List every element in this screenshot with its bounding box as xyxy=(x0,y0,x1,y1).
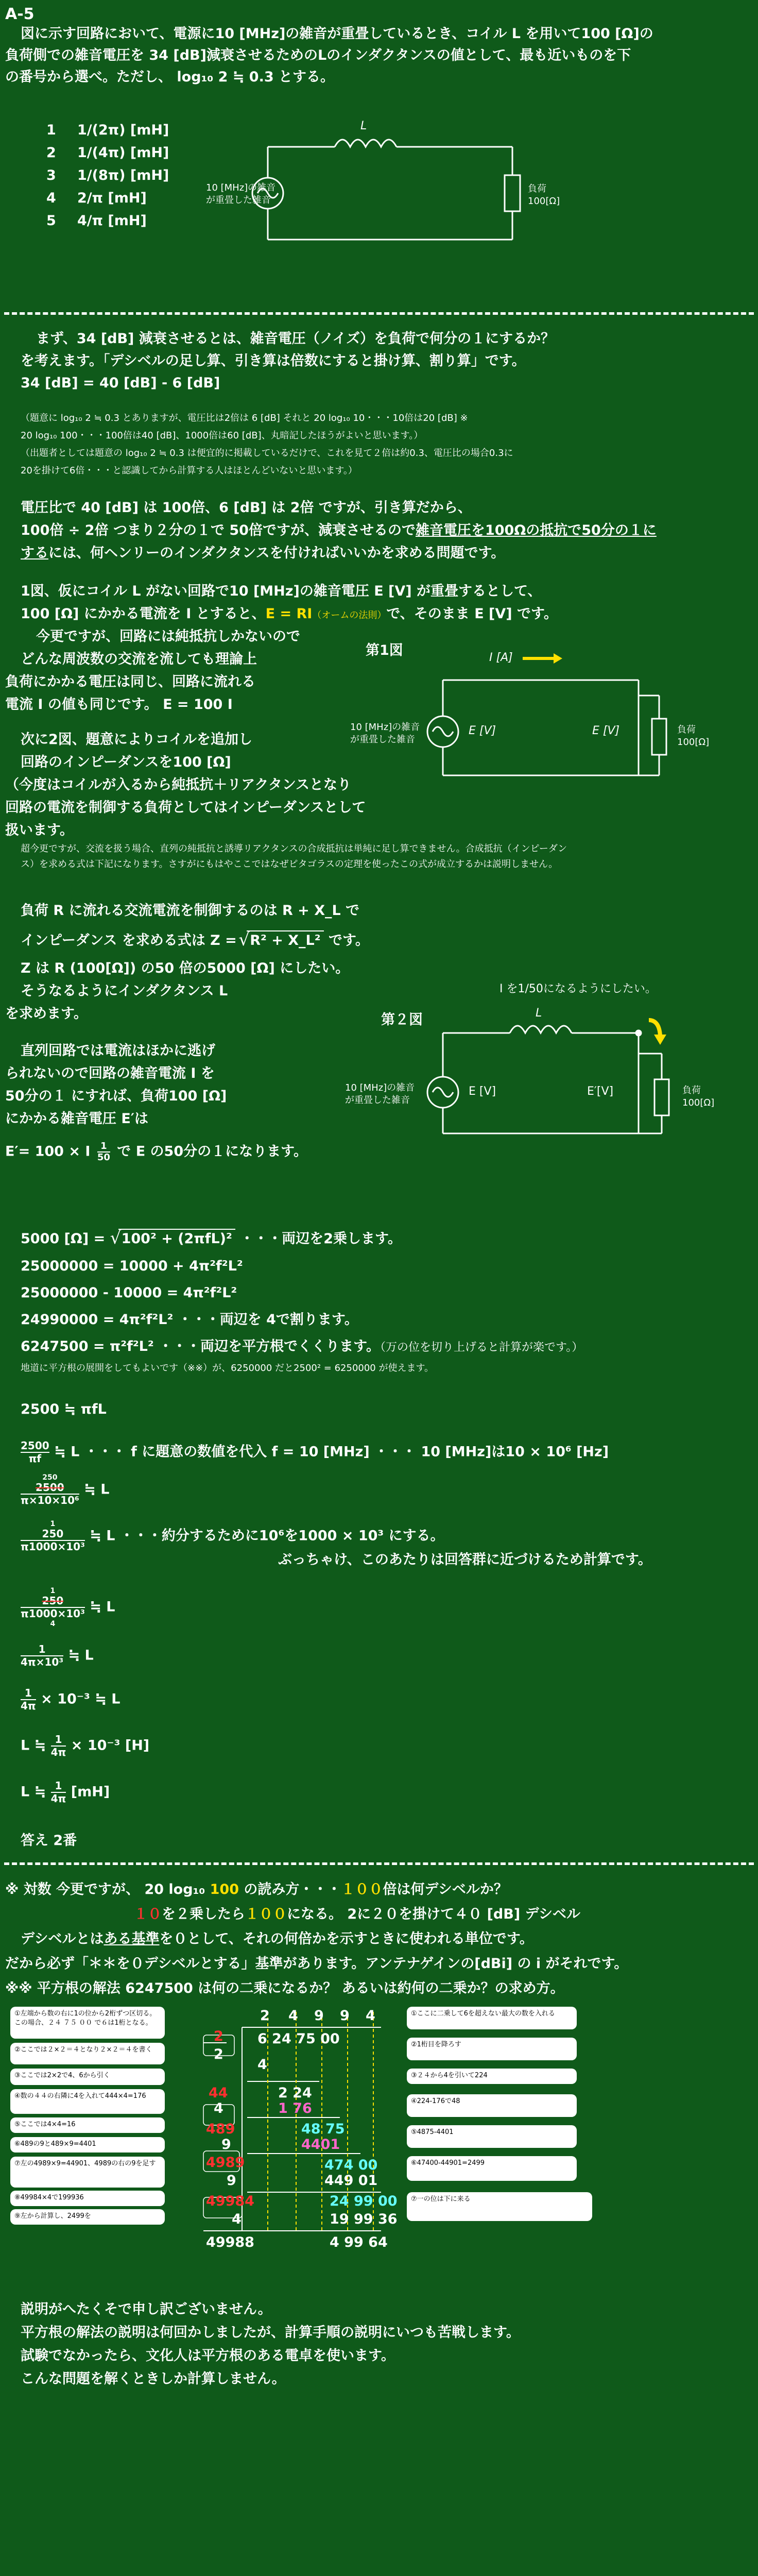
left-col-11: 49988 xyxy=(206,2234,254,2250)
option-4-num: 4 xyxy=(46,190,56,206)
root-digit-2: 4 xyxy=(288,2008,298,2024)
fraction-num: 1 xyxy=(97,1141,110,1153)
calc14-den: 4π xyxy=(21,1700,36,1712)
calc16-num: 1 xyxy=(51,1780,66,1793)
callout-left-3: ③ここでは2×2で4、6から引く xyxy=(10,2069,165,2085)
calc-line15 xyxy=(21,1734,149,1758)
sec3-line4: どんな周波数の交流を流しても理論上 xyxy=(21,651,257,667)
note-line1 xyxy=(5,1880,508,1899)
work-row-11: 4 99 64 xyxy=(330,2234,388,2250)
calc16-den: 4π xyxy=(50,1792,66,1805)
note1-c: の読み方・・・ xyxy=(244,1882,341,1897)
sec3-line2-a: 100 [Ω] にかかる電流を I とすると、 xyxy=(21,606,266,622)
calc9-text: ≒ L xyxy=(84,1481,110,1498)
sec1-line3: 34 [dB] = 40 [dB] - 6 [dB] xyxy=(21,375,220,391)
sec2-line1: 電圧比で 40 [dB] は 100倍、6 [dB] は 2倍 ですが、引き算だから、 xyxy=(21,500,472,516)
left-col-3: 44 xyxy=(209,2085,228,2101)
circuit-diagram-fig1 xyxy=(350,639,752,793)
calc15-a: L ≒ xyxy=(21,1737,46,1754)
sec3-line5: 負荷にかかる電圧は同じ、回路に流れる xyxy=(5,674,255,690)
fig2-note: I を1/50になるようにしたい。 xyxy=(499,982,657,995)
sec3-line2 xyxy=(21,605,558,623)
sec4-line8: 50分の１ にすれば、負荷100 [Ω] xyxy=(5,1088,227,1104)
calc8-num: 2500 xyxy=(21,1439,49,1452)
problem-text-line2: 負荷側での雑音電圧を 34 [dB]減衰させるためのLのインダクタンスの値として、最も近いものを下 xyxy=(5,47,631,63)
calc8-den: πf xyxy=(28,1452,42,1465)
calc-line16 xyxy=(21,1780,110,1805)
note3-a: デシベルとは xyxy=(21,1931,104,1947)
calc-line13 xyxy=(21,1643,94,1668)
work-row-8: 449 01 xyxy=(324,2173,378,2189)
calc-line10 xyxy=(21,1520,444,1553)
sec4-line6: 直列回路では電流はほかに逃げ xyxy=(21,1043,215,1059)
option-3-value: 1/(8π) [mH] xyxy=(77,167,169,183)
calc9-cancel: 250 xyxy=(42,1473,58,1482)
root-digit-4: 9 xyxy=(340,2008,350,2024)
e-prime-suffix: で E の50分の１になります。 xyxy=(117,1143,307,1160)
calc-line7: 2500 ≒ πfL xyxy=(21,1401,107,1417)
sec3-note1: 超今更ですが、交流を扱う場合、直列の純抵抗と誘導リアクタンスの合成抵抗は単純に足し算できません。合成抵抗（インピーダン xyxy=(21,843,567,854)
fig2-inductor: L xyxy=(536,1007,542,1020)
calc12-cancel-bottom: 4 xyxy=(50,1620,56,1629)
divider xyxy=(4,312,754,315)
calc9-den: π×10×10⁶ xyxy=(21,1494,79,1507)
note1-a: ※ 対数 今更ですが、 20 log₁₀ xyxy=(5,1882,205,1897)
calc10-text: ≒ L ・・・約分するために10⁶を1000 × 10³ にする。 xyxy=(90,1528,444,1544)
calc-line3: 25000000 - 10000 = 4π²f²L² xyxy=(21,1285,237,1301)
option-2-value: 1/(4π) [mH] xyxy=(77,145,169,161)
callout-right-3: ③２４から4を引いて224 xyxy=(407,2069,577,2084)
note-line3 xyxy=(21,1930,533,1948)
sec2-line3-b: には、何ヘンリーのインダクタンスを付ければいいかを求める問題です。 xyxy=(48,545,505,561)
work-row-10: 19 99 36 xyxy=(330,2211,398,2227)
sec1-line1: まず、34 [dB] 減衰させるとは、雑音電圧（ノイズ）を負荷で何分の１にするか？ xyxy=(36,331,555,347)
note1-e: 倍は何デシベルか？ xyxy=(383,1882,508,1897)
calc1-c: ・・・両辺を2乗します。 xyxy=(240,1231,402,1247)
fraction-den: 50 xyxy=(97,1151,110,1163)
fig1-source-label: 10 [MHz]の雑音 が重畳した雑音 xyxy=(350,722,420,745)
left-col-2: 2 xyxy=(214,2046,223,2062)
calc9-num: 2500 xyxy=(21,1482,79,1495)
calc16-frac xyxy=(51,1780,66,1805)
impedance-sqrt-content: R² + X_L² xyxy=(250,933,321,948)
work-row-1: 6 24 75 00 xyxy=(257,2031,340,2047)
root-digit-3: 9 xyxy=(314,2008,324,2024)
sec2-line2-b: 雑音電圧を100Ωの抵抗で50分の１に xyxy=(415,522,657,538)
sec1-note1: （題意に log₁₀ 2 ≒ 0.3 とありますが、電圧比は2倍は 6 [dB] それと 20 log₁₀ 10・・・10倍は20 [dB] ※ xyxy=(21,413,468,423)
note2-a: １０ xyxy=(134,1906,162,1922)
calc13-den: 4π×10³ xyxy=(21,1656,64,1668)
sec2-line3 xyxy=(21,544,505,563)
work-row-5: 48 75 xyxy=(301,2121,345,2137)
left-col-4: 4 xyxy=(214,2100,223,2116)
left-col-1: 2 xyxy=(214,2028,223,2044)
impedance-formula-prefix: インピーダンス を求める式は Z = xyxy=(21,933,237,948)
option-5-num: 5 xyxy=(46,213,56,229)
sec4-line7: られないので回路の雑音電流 I を xyxy=(5,1065,215,1081)
note-line5: ※※ 平方根の解法 6247500 は何の二乗になるか？ あるいは約何の二乗か？の求め方。 xyxy=(5,1980,564,1996)
calc15-d: × 10⁻³ [H] xyxy=(71,1737,150,1754)
callout-right-5: ⑤4875-4401 xyxy=(407,2125,577,2148)
note2-d: になる。 2に２０を掛けて４０ [dB] デシベル xyxy=(287,1906,581,1922)
callout-left-7: ⑦左の4989×9=44901、4989の右の9を足す xyxy=(10,2157,165,2188)
sec1-note4: 20を掛けて6倍・・・と認識してから計算する人はほとんどいないと思います。） xyxy=(21,465,357,476)
option-1-value: 1/(2π) [mH] xyxy=(77,122,169,138)
callout-left-2: ②ここでは２×２＝４となり２×２＝４を書く xyxy=(10,2043,165,2064)
work-row-9: 24 99 00 xyxy=(330,2193,398,2209)
fig2-load-label: 負荷 100[Ω] xyxy=(682,1085,715,1109)
sec4-line2 xyxy=(21,930,369,950)
calc-line9 xyxy=(21,1473,109,1506)
calc-line4: 24990000 = 4π²f²L² ・・・両辺を 4で割ります。 xyxy=(21,1312,358,1328)
sec4-line1: 負荷 R に流れる交流電流を制御するのは R + X_L で xyxy=(21,903,360,919)
calc1-sqrt-sign: √ xyxy=(110,1228,122,1248)
calc13-num: 1 xyxy=(21,1643,63,1656)
sec4-line4: そうなるようにインダクタンス L xyxy=(21,983,228,999)
option-3-num: 3 xyxy=(46,167,56,183)
calc13-text: ≒ L xyxy=(68,1647,94,1664)
calc12-text: ≒ L xyxy=(90,1599,115,1615)
inductor-label: L xyxy=(360,120,367,132)
sqrt-diagram xyxy=(0,2004,758,2272)
calc16-a: L ≒ xyxy=(21,1784,46,1800)
option-5-value: 4/π [mH] xyxy=(77,213,147,229)
calc-line14 xyxy=(21,1687,120,1712)
calc-line5 xyxy=(21,1337,583,1356)
fig1-e-right: E [V] xyxy=(592,724,620,737)
calc15-den: 4π xyxy=(50,1746,66,1758)
e-prime-formula: E′= 100 × I xyxy=(5,1143,91,1160)
calc1-a: 5000 [Ω] = xyxy=(21,1231,106,1247)
work-row-3: 2 24 xyxy=(278,2085,312,2101)
work-row-4: 1 76 xyxy=(278,2100,312,2116)
calc14-num: 1 xyxy=(21,1687,36,1700)
sec1-line2: を考えます。「デシベルの足し算、引き算は倍数にすると掛け算、割り算」です。 xyxy=(21,353,526,369)
calc1-b: 100² + (2πfL)² xyxy=(121,1231,232,1247)
divider xyxy=(4,1862,754,1865)
note-line4: だから必ず「＊＊を０デシベルとする」基準があります。アンテナゲインの[dBi] の i がそれです。 xyxy=(5,1956,628,1972)
calc8-text: ≒ L ・・・ f に題意の数値を代入 f = 10 [MHz] ・・・ 10 [MHz]は10 × 10⁶ [Hz] xyxy=(54,1444,609,1460)
sec2-line2-a: 100倍 ÷ 2倍 つまり２分の１で 50倍ですが、減衰させるので xyxy=(21,522,416,538)
calc12-den: π1000×10³ xyxy=(21,1607,85,1620)
calc15-frac xyxy=(51,1734,66,1758)
calc10-frac xyxy=(21,1520,85,1553)
calc-line6: 地道に平方根の展開をしてもよいです（※※）が、6250000 だと2500² = 6250000 が使えます。 xyxy=(21,1363,434,1374)
fig2-title: 第２図 xyxy=(381,1012,423,1028)
calc12-cancel-top: 1 xyxy=(50,1587,56,1595)
sec3-line10: 回路の電流を制御する負荷としてはインピーダンスとして xyxy=(5,800,366,816)
callout-right-7: ⑦一の位は下に来る xyxy=(407,2192,592,2221)
sec1-note3: （出題者としては題意の log₁₀ 2 ≒ 0.3 は便宜的に掲載しているだけで、これを見て２倍は約0.3、電圧比の場合0.3に xyxy=(21,448,513,459)
footer-line2: 平方根の解法の説明は何回かしましたが、計算手順の説明にいつも苦戦します。 xyxy=(21,2325,520,2341)
calc1-sqrt xyxy=(110,1228,235,1248)
sec4-line3: Z は R (100[Ω]) の50 倍の5000 [Ω] にしたい。 xyxy=(21,960,350,976)
fig2-e-right: E′[V] xyxy=(587,1085,614,1098)
sec3-line1: 1図、仮にコイル L がない回路で10 [MHz]の雑音電圧 E [V] が重畳するとして、 xyxy=(21,583,542,599)
ohm-law-note: （オームの法則） xyxy=(312,610,387,621)
calc10-den: π1000×10³ xyxy=(21,1540,85,1553)
sec1-note2: 20 log₁₀ 100・・・100倍は40 [dB]、1000倍は60 [dB]、丸暗記したほうがよいと思います。） xyxy=(21,430,423,441)
left-col-5: 489 xyxy=(206,2121,235,2137)
callout-left-8: ⑧49984×4で199936 xyxy=(10,2191,165,2206)
fig2-source-label: 10 [MHz]の雑音 が重畳した雑音 xyxy=(345,1082,415,1106)
calc-line12 xyxy=(21,1587,115,1628)
option-1-num: 1 xyxy=(46,122,56,138)
fig1-load-label: 負荷 100[Ω] xyxy=(677,724,710,748)
problem-id: A-5 xyxy=(5,5,35,23)
calc9-frac xyxy=(21,1473,79,1506)
left-col-10: 4 xyxy=(232,2211,242,2227)
calc12-frac xyxy=(21,1587,85,1628)
fig1-title: 第1図 xyxy=(366,642,403,658)
work-row-6: 4401 xyxy=(301,2137,340,2153)
calc16-d: [mH] xyxy=(71,1784,110,1800)
calc10-num: 250 xyxy=(21,1528,85,1541)
fig1-current-label: I [A] xyxy=(489,651,513,664)
calc15-num: 1 xyxy=(51,1734,66,1747)
sec4-line5: を求めます。 xyxy=(5,1006,88,1022)
note2-c: １００ xyxy=(245,1906,287,1922)
impedance-formula-suffix: です。 xyxy=(328,933,369,948)
sec3-line3: 今更ですが、回路には純抵抗しかないので xyxy=(36,629,300,645)
sec3-line7: 次に2図、題意によりコイルを追加し xyxy=(21,732,252,748)
calc14-frac xyxy=(21,1687,36,1712)
calc14-text: × 10⁻³ ≒ L xyxy=(41,1691,120,1707)
callout-right-4: ④224-176で48 xyxy=(407,2094,577,2117)
callout-right-1: ①ここに二乗して6を超えない最大の数を入れる xyxy=(407,2007,577,2029)
callout-right-2: ②1桁目を降ろす xyxy=(407,2038,577,2060)
callout-left-6: ⑥489の9と489×9=4401 xyxy=(10,2137,165,2153)
callout-left-5: ⑤ここでは4×4=16 xyxy=(10,2117,165,2133)
fraction-1-50 xyxy=(97,1141,110,1163)
current-arrow xyxy=(649,1020,660,1036)
sec2-line3-a: する xyxy=(21,545,48,561)
ohm-law-formula: E = RI xyxy=(265,606,313,622)
answer: 答え 2番 xyxy=(21,1833,77,1849)
circuit-diagram-problem xyxy=(206,116,560,255)
root-digit-1: 2 xyxy=(260,2008,270,2024)
impedance-sqrt xyxy=(238,929,323,950)
footer-line1: 説明がへたくそで申し訳ございません。 xyxy=(21,2301,272,2317)
calc8-frac xyxy=(21,1440,49,1465)
calc5-a: 6247500 = π²f²L² ・・・両辺を平方根でくくります。 xyxy=(21,1338,380,1354)
calc12-num: 250 xyxy=(21,1595,85,1608)
calc-line11: ぶっちゃけ、このあたりは回答群に近づけるため計算です。 xyxy=(278,1552,652,1568)
footer-line3: 試験でなかったら、文化人は平方根のある電卓を使います。 xyxy=(21,2348,395,2364)
footer-line4: こんな問題を解くときしか計算しません。 xyxy=(21,2371,286,2387)
note3-b: ある基準 xyxy=(104,1931,160,1947)
option-2-num: 2 xyxy=(46,145,56,161)
sec3-line9: （今度はコイルが入るから純抵抗＋リアクタンスとなり xyxy=(5,777,352,793)
left-col-6: 9 xyxy=(221,2137,231,2153)
callout-right-6: ⑥47400-44901=2499 xyxy=(407,2156,577,2181)
note-line2 xyxy=(134,1905,580,1924)
left-col-7: 4989 xyxy=(206,2155,245,2171)
calc-line8 xyxy=(21,1440,609,1465)
fig2-e-left: E [V] xyxy=(469,1085,496,1098)
left-col-9: 49984 xyxy=(206,2193,254,2209)
root-digit-5: 4 xyxy=(366,2008,375,2024)
problem-text-line1: 図に示す回路において、電源に10 [MHz]の雑音が重畳しているとき、コイル L を用いて100 [Ω]の xyxy=(21,26,653,42)
sec3-line2-d: で、そのまま E [V] です。 xyxy=(386,606,558,622)
calc10-cancel: 1 xyxy=(50,1520,56,1528)
note1-d: １００ xyxy=(341,1882,383,1897)
fig1-e-left: E [V] xyxy=(469,724,496,737)
calc5-b: （万の位を切り上げると計算が楽です。） xyxy=(380,1341,583,1354)
calc-line1 xyxy=(21,1229,402,1248)
callout-left-9: ⑨左から計算し、2499を xyxy=(10,2209,165,2225)
sec4-line10 xyxy=(5,1141,307,1163)
source-label: 10 [MHz]の雑音 が重畳した雑音 xyxy=(206,182,276,206)
calc13-frac xyxy=(21,1643,63,1668)
left-col-8: 9 xyxy=(227,2173,236,2189)
sec3-line6: 電流 I の値も同じです。 E = 100 I xyxy=(5,697,233,713)
circuit-diagram-fig2 xyxy=(330,979,752,1149)
sec4-line9: にかかる雑音電圧 E′は xyxy=(5,1111,148,1127)
work-row-7: 474 00 xyxy=(324,2157,378,2173)
problem-text-line3: の番号から選べ。ただし、 log₁₀ 2 ≒ 0.3 とする。 xyxy=(5,69,335,85)
sqrt-sign: √ xyxy=(238,929,250,950)
option-4-value: 2/π [mH] xyxy=(77,190,147,206)
calc-line2: 25000000 = 10000 + 4π²f²L² xyxy=(21,1258,243,1274)
sec3-line8: 回路のインピーダンスを100 [Ω] xyxy=(21,754,231,770)
sec3-note2: ス）を求める式は下記になります。さすがにもはやここではなぜピタゴラスの定理を使ったこの式が成立するかは説明しません。 xyxy=(21,859,558,870)
load-label: 負荷 100[Ω] xyxy=(528,183,560,207)
sec2-line2 xyxy=(21,521,657,540)
note1-b: 100 xyxy=(210,1882,239,1897)
callout-left-1: ①左端から数の右に1の位から2桁ずつ区切る。この場合、２４ ７５ ００ で６は1桁となる。 xyxy=(10,2007,165,2039)
callout-left-4: ④数の４４の右隣に4を入れて444×4=176 xyxy=(10,2089,165,2114)
note3-c: を０として、それの何倍かを示すときに使われる単位です。 xyxy=(159,1931,533,1947)
note2-b: を２乗したら xyxy=(162,1906,245,1922)
sec3-line11: 扱います。 xyxy=(5,822,74,838)
work-row-2: 4 xyxy=(257,2057,267,2073)
